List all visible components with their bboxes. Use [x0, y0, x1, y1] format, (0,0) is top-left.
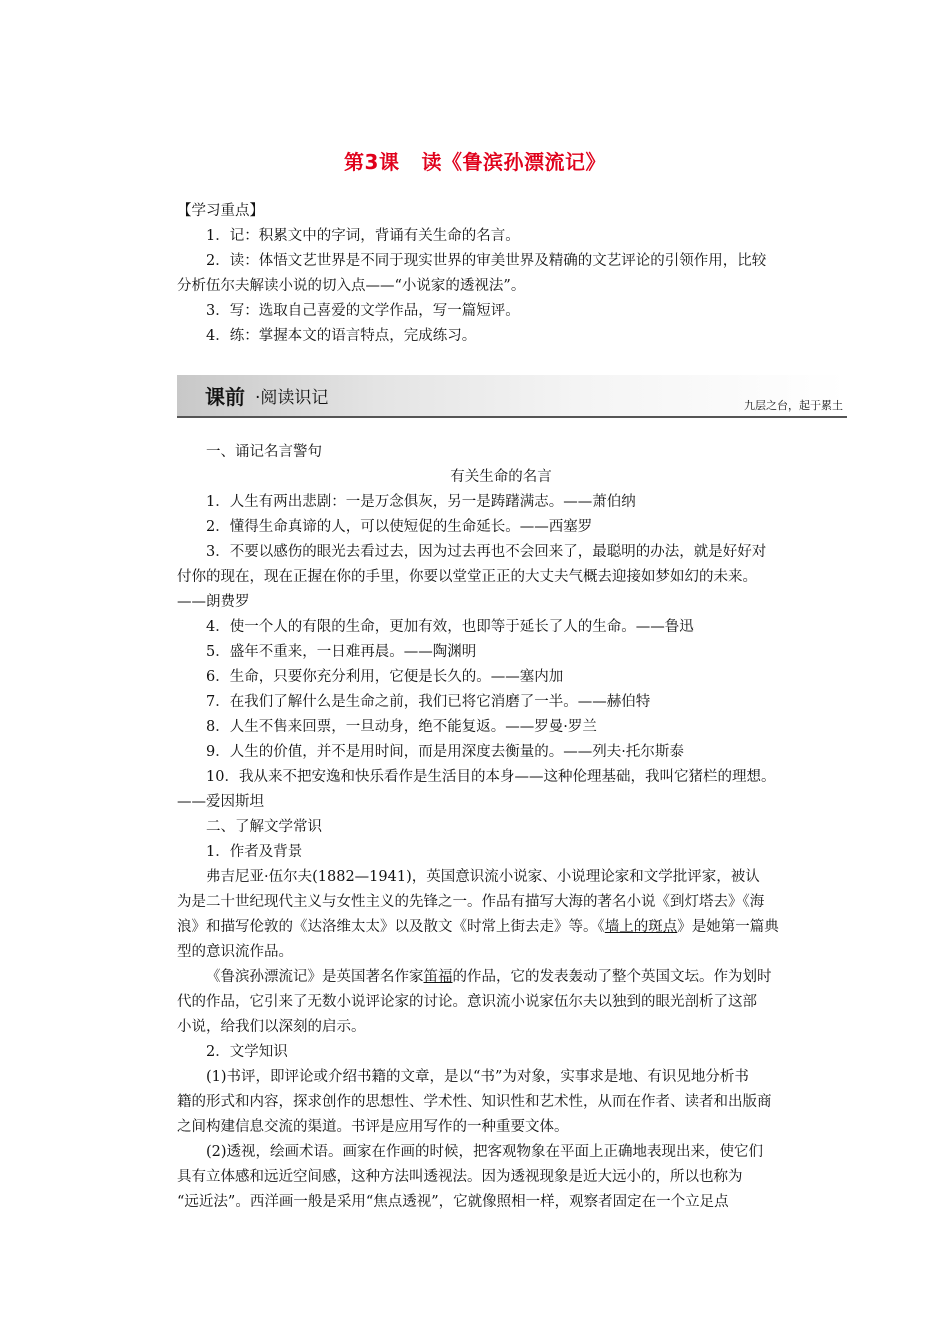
section-label-sub: ·阅读识记 — [255, 388, 329, 408]
quote-line: 4．使一个人的有限的生命，更加有效，也即等于延长了人的生命。——鲁迅 — [206, 619, 694, 635]
focus-item: 3．写：选取自己喜爱的文学作品，写一篇短评。 — [206, 303, 520, 319]
lesson-name: 读《鲁滨孙漂流记》 — [421, 150, 606, 174]
lesson-title — [0, 146, 950, 175]
quote-line: 2．懂得生命真谛的人，可以使短促的生命延长。——西塞罗 — [206, 519, 593, 535]
focus-heading: 【学习重点】 — [177, 203, 264, 219]
paragraph-line: 弗吉尼亚·伍尔夫(1882—1941)，英国意识流小说家、小说理论家和文学批评家，被认 — [206, 869, 760, 885]
paragraph-line: 为是二十世纪现代主义与女性主义的先锋之一。作品有描写大海的著名小说《到灯塔去》《海 — [177, 894, 765, 910]
quote-line: ——爱因斯坦 — [177, 794, 264, 810]
focus-section — [177, 199, 825, 349]
reading-body — [177, 440, 825, 1215]
paragraph-line: 型的意识流作品。 — [177, 944, 293, 960]
paragraph-line: 之间构建信息交流的渠道。书评是应用写作的一种重要文体。 — [177, 1119, 569, 1135]
paragraph-line: (2)透视，绘画术语。画家在作画的时候，把客观物象在平面上正确地表现出来，使它们 — [206, 1144, 764, 1160]
section-label-main: 课前 — [205, 385, 245, 409]
quote-line: 6．生命，只要你充分利用，它便是长久的。——塞内加 — [206, 669, 564, 685]
focus-item: 分析伍尔夫解读小说的切入点——“小说家的透视法”。 — [177, 278, 526, 294]
quote-line: 10．我从来不把安逸和快乐看作是生活目的本身——这种伦理基础，我叫它猪栏的理想。 — [206, 769, 776, 785]
underlined-title: 墙上的斑点 — [604, 919, 678, 935]
focus-item: 2．读：体悟文艺世界是不同于现实世界的审美世界及精确的文艺评论的引领作用，比较 — [206, 253, 767, 269]
section-rule — [177, 416, 847, 418]
paragraph-line — [177, 915, 825, 940]
lesson-number: 第3课 — [344, 150, 400, 174]
section-heading: 一、诵记名言警句 — [206, 444, 322, 460]
quote-line: 3．不要以感伤的眼光去看过去，因为过去再也不会回来了，最聪明的办法，就是好好对 — [206, 544, 767, 560]
quote-line: ——朗费罗 — [177, 594, 250, 610]
quote-line: 9．人生的价值，并不是用时间，而是用深度去衡量的。——列夫·托尔斯泰 — [206, 744, 684, 760]
section-motto: 九层之台，起于累土 — [744, 399, 843, 412]
paragraph-line — [177, 965, 825, 990]
paragraph-line: 籍的形式和内容，探求创作的思想性、学术性、知识性和艺术性，从而在作者、读者和出版商 — [177, 1094, 772, 1110]
subheading: 2．文学知识 — [206, 1044, 288, 1060]
section-heading: 二、了解文学常识 — [206, 819, 322, 835]
paragraph-line: 小说，给我们以深刻的启示。 — [177, 1019, 366, 1035]
paragraph-line: (1)书评，即评论或介绍书籍的文章，是以“书”为对象，实事求是地、有识见地分析书 — [206, 1069, 749, 1085]
focus-item: 4．练：掌握本文的语言特点，完成练习。 — [206, 328, 477, 344]
quote-line: 5．盛年不重来，一日难再晨。——陶渊明 — [206, 644, 477, 660]
section-banner — [177, 375, 847, 420]
paragraph-line: 具有立体感和远近空间感，这种方法叫透视法。因为透视现象是近大远小的，所以也称为 — [177, 1169, 743, 1185]
subheading: 1．作者及背景 — [206, 844, 303, 860]
text-run: 》是她第一篇典 — [677, 919, 779, 935]
subheading: 有关生命的名言 — [450, 469, 552, 485]
quote-line: 8．人生不售来回票，一旦动身，绝不能复返。——罗曼·罗兰 — [206, 719, 597, 735]
quote-line: 7．在我们了解什么是生命之前，我们已将它消磨了一半。——赫伯特 — [206, 694, 651, 710]
text-run: 浪》和描写伦敦的《达洛维太太》以及散文《时常上街去走》等。《 — [177, 919, 605, 935]
paragraph-line: 代的作品，它引来了无数小说评论家的讨论。意识流小说家伍尔夫以独到的眼光剖析了这部 — [177, 994, 757, 1010]
text-run: 《鲁滨孙漂流记》是英国著名作家 — [206, 969, 424, 985]
quote-line: 1．人生有两出悲剧：一是万念俱灰，另一是踌躇满志。——萧伯纳 — [206, 494, 636, 510]
underlined-name: 笛福 — [423, 969, 453, 985]
text-run: 的作品，它的发表轰动了整个英国文坛。作为划时 — [452, 969, 772, 985]
quote-line: 付你的现在，现在正握在你的手里，你要以堂堂正正的大丈夫气概去迎接如梦如幻的未来。 — [177, 569, 757, 585]
paragraph-line: “远近法”。西洋画一般是采用“焦点透视”，它就像照相一样，观察者固定在一个立足点 — [177, 1194, 729, 1210]
focus-item: 1．记：积累文中的字词，背诵有关生命的名言。 — [206, 228, 520, 244]
